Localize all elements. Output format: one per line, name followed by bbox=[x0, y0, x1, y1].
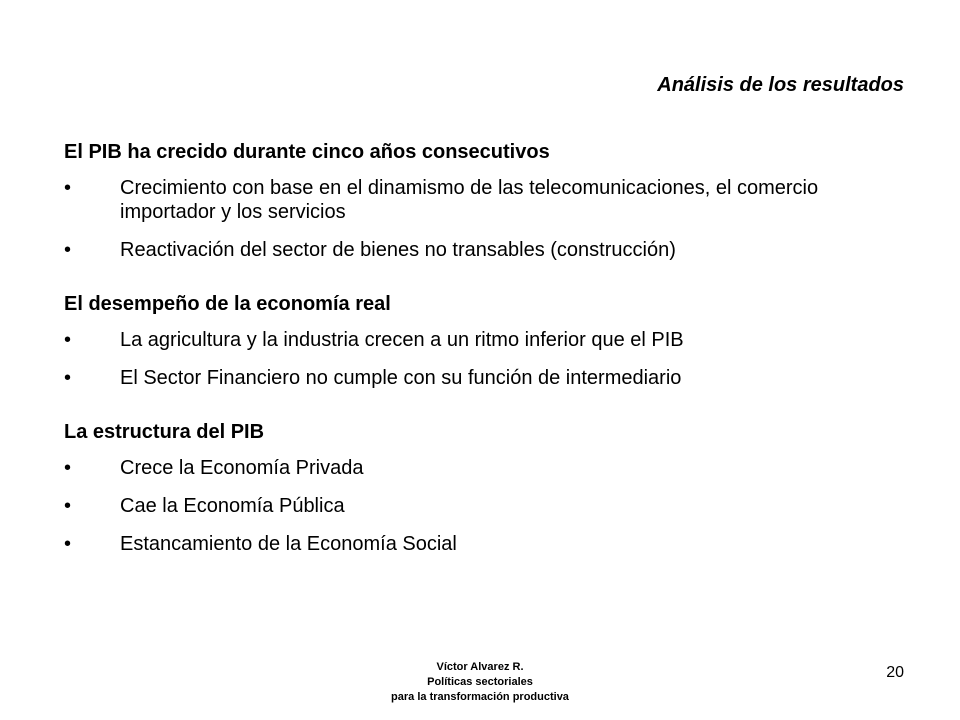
bullet-list bbox=[64, 456, 864, 556]
bullet-list bbox=[64, 176, 864, 262]
bullet-item bbox=[64, 238, 864, 262]
bullet-text: Crecimiento con base en el dinamismo de las telecomunicaciones, el comercio importador y los servicios bbox=[120, 177, 819, 223]
bullet-icon: • bbox=[64, 533, 72, 555]
section-heading: La estructura del PIB bbox=[64, 421, 265, 443]
section-pib-growth bbox=[64, 140, 864, 262]
section-heading: El desempeño de la economía real bbox=[64, 293, 391, 315]
footer-subtitle-2: para la transformación productiva bbox=[391, 691, 569, 703]
footer-subtitle: Políticas sectoriales bbox=[427, 676, 533, 688]
bullet-icon: • bbox=[64, 457, 72, 479]
bullet-icon: • bbox=[64, 239, 72, 261]
page-number: 20 bbox=[886, 664, 904, 681]
bullet-item bbox=[64, 494, 864, 518]
bullet-text: La agricultura y la industria crecen a un ritmo inferior que el PIB bbox=[120, 329, 684, 351]
bullet-item bbox=[64, 328, 864, 352]
bullet-item bbox=[64, 176, 864, 224]
bullet-text: Crece la Economía Privada bbox=[120, 457, 364, 479]
slide-title: Análisis de los resultados bbox=[657, 74, 904, 96]
slide-content bbox=[64, 140, 864, 556]
bullet-icon: • bbox=[64, 495, 72, 517]
section-real-economy bbox=[64, 292, 864, 390]
bullet-icon: • bbox=[64, 329, 72, 351]
bullet-icon: • bbox=[64, 367, 72, 389]
footer bbox=[360, 660, 600, 705]
section-heading: El PIB ha crecido durante cinco años consecutivos bbox=[64, 141, 550, 163]
bullet-icon: • bbox=[64, 177, 72, 199]
bullet-list bbox=[64, 328, 864, 390]
bullet-text: El Sector Financiero no cumple con su función de intermediario bbox=[120, 367, 682, 389]
bullet-text: Reactivación del sector de bienes no transables (construcción) bbox=[120, 239, 676, 261]
bullet-item bbox=[64, 366, 864, 390]
footer-author: Víctor Alvarez R. bbox=[436, 661, 524, 673]
bullet-item bbox=[64, 456, 864, 480]
bullet-text: Cae la Economía Pública bbox=[120, 495, 345, 517]
bullet-text: Estancamiento de la Economía Social bbox=[120, 533, 457, 555]
bullet-item bbox=[64, 532, 864, 556]
section-pib-structure bbox=[64, 420, 864, 556]
